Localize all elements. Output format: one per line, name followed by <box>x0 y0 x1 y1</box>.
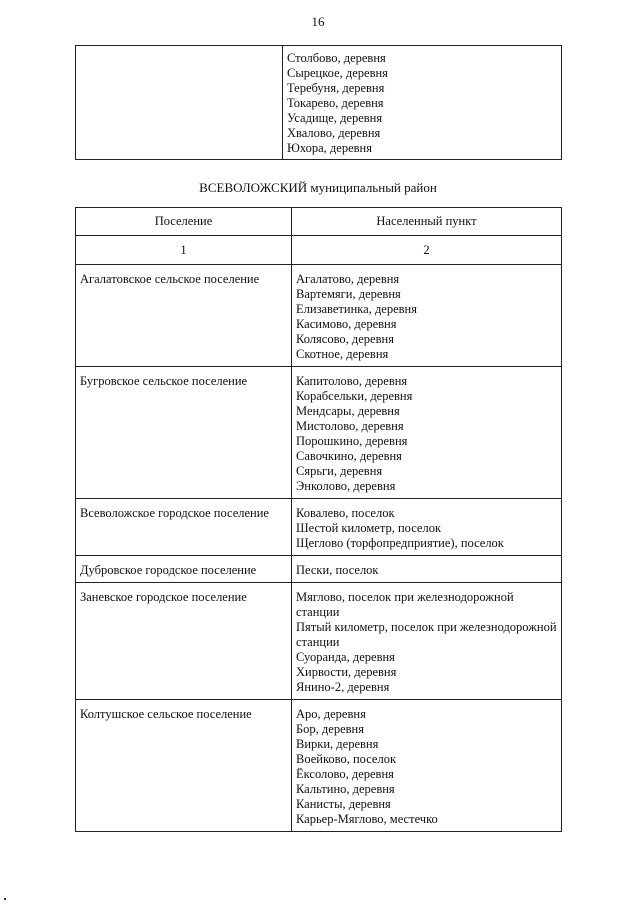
place-item: Сярьги, деревня <box>296 464 383 478</box>
places-cell <box>292 367 562 499</box>
table-row <box>76 46 562 160</box>
place-item: Савочкино, деревня <box>296 449 402 463</box>
place-item: Мистолово, деревня <box>296 419 404 433</box>
settlement-name: Колтушское сельское поселение <box>80 707 252 721</box>
continuation-table <box>75 45 562 160</box>
place-item: Канисты, деревня <box>296 797 391 811</box>
place-item: Ковалево, поселок <box>296 506 395 520</box>
places-cell <box>292 265 562 367</box>
place-item: Суоранда, деревня <box>296 650 395 664</box>
place-item: Бор, деревня <box>296 722 364 736</box>
places-cell <box>292 583 562 700</box>
settlement-name: Дубровское городское поселение <box>80 563 257 577</box>
place-item: Порошкино, деревня <box>296 434 408 448</box>
place-item: Токарево, деревня <box>287 96 384 110</box>
table-row <box>76 700 562 832</box>
settlement-name: Заневское городское поселение <box>80 590 247 604</box>
page-number: 16 <box>311 14 325 29</box>
settlements-table <box>75 207 562 832</box>
places-cell <box>292 556 562 583</box>
place-item: Капитолово, деревня <box>296 374 408 388</box>
place-item: Энколово, деревня <box>296 479 396 493</box>
place-item: Хирвости, деревня <box>296 665 397 679</box>
place-item: Юхора, деревня <box>287 141 372 155</box>
place-item: Агалатово, деревня <box>296 272 400 286</box>
settlement-name: Всеволожское городское поселение <box>80 506 269 520</box>
empty-settlement-cell <box>76 46 283 160</box>
column-number-row <box>76 236 562 265</box>
place-item: Колясово, деревня <box>296 332 394 346</box>
settlement-cell <box>76 499 292 556</box>
settlement-cell <box>76 583 292 700</box>
district-title: ВСЕВОЛОЖСКИЙ муниципальный район <box>199 180 437 195</box>
place-item: Вирки, деревня <box>296 737 379 751</box>
settlement-name: Бугровское сельское поселение <box>80 374 248 388</box>
table-row <box>76 556 562 583</box>
settlement-cell <box>76 367 292 499</box>
places-cell <box>292 700 562 832</box>
place-item: Аро, деревня <box>296 707 366 721</box>
place-item: Ёксолово, деревня <box>296 767 394 781</box>
place-item: Сырецкое, деревня <box>287 66 388 80</box>
place-item: Мендсары, деревня <box>296 404 400 418</box>
place-item: Шестой километр, поселок <box>296 521 442 535</box>
header-row <box>76 208 562 236</box>
table-row <box>76 499 562 556</box>
column-number: 1 <box>76 236 292 265</box>
place-item: Столбово, деревня <box>287 51 386 65</box>
settlement-name: Агалатовское сельское поселение <box>80 272 260 286</box>
table-row <box>76 367 562 499</box>
place-item: Карьер-Мяглово, местечко <box>296 812 438 826</box>
column-header-place: Населенный пункт <box>292 208 562 236</box>
place-item: Теребуня, деревня <box>287 81 385 95</box>
place-item: Касимово, деревня <box>296 317 397 331</box>
place-item: Пятый километр, поселок при железнодорожной станции <box>296 620 557 649</box>
place-item: Воейково, поселок <box>296 752 397 766</box>
place-item: Мяглово, поселок при железнодорожной станции <box>296 590 514 619</box>
places-cell <box>292 499 562 556</box>
place-item: Щеглово (торфопредприятие), поселок <box>296 536 504 550</box>
place-item: Скотное, деревня <box>296 347 389 361</box>
column-header-settlement: Поселение <box>76 208 292 236</box>
column-number: 2 <box>292 236 562 265</box>
settlement-cell <box>76 556 292 583</box>
places-cell <box>283 46 562 160</box>
place-item: Усадище, деревня <box>287 111 383 125</box>
place-item: Елизаветинка, деревня <box>296 302 417 316</box>
table-row <box>76 583 562 700</box>
place-item: Янино-2, деревня <box>296 680 390 694</box>
scan-speck <box>4 898 6 900</box>
table-row <box>76 265 562 367</box>
place-item: Корабсельки, деревня <box>296 389 413 403</box>
place-item: Хвалово, деревня <box>287 126 381 140</box>
place-item: Пески, поселок <box>296 563 379 577</box>
settlement-cell <box>76 265 292 367</box>
place-item: Вартемяги, деревня <box>296 287 401 301</box>
place-item: Кальтино, деревня <box>296 782 395 796</box>
settlement-cell <box>76 700 292 832</box>
